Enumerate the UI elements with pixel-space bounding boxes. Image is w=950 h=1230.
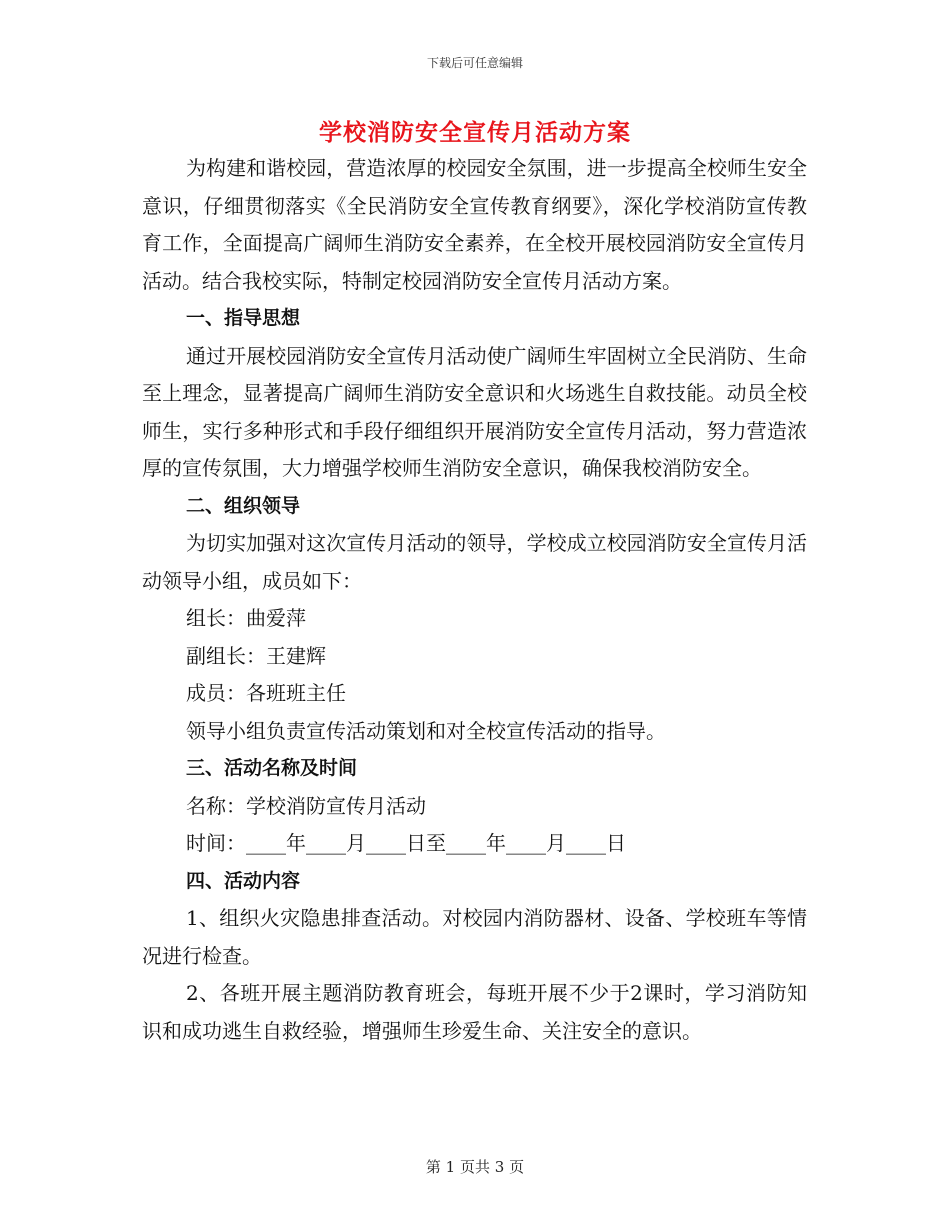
section-heading-activity-content: 四、活动内容 bbox=[186, 869, 301, 892]
header-note: 下载后可任意编辑 bbox=[426, 56, 523, 70]
team-members: 成员：各班班主任 bbox=[186, 681, 346, 705]
intro-paragraph: 为构建和谐校园，营造浓厚的校园安全氛围，进一步提高全校师生安全意识，仔细贯彻落实《全民消防安全宣传教育纲要》，深化学校消防宣传教育工作，全面提高广阔师生消防安全素养，在全校开展校园消防安全宣传月活动。结合我校实际，特制定校园消防安全宣传月活动方案。 bbox=[142, 156, 807, 293]
section-heading-organization: 二、组织领导 bbox=[186, 494, 301, 517]
activity-time: 时间：____年____月____日至____年____月____日 bbox=[186, 831, 626, 855]
page-number: 第 1 页共 3 页 bbox=[425, 1158, 525, 1176]
deputy-leader: 副组长：王建辉 bbox=[186, 643, 326, 668]
section-heading-activity-name-time: 三、活动名称及时间 bbox=[186, 757, 358, 779]
organization-paragraph: 为切实加强对这次宣传月活动的领导，学校成立校园消防安全宣传月活动领导小组，成员如下： bbox=[142, 531, 807, 593]
guiding-ideology-paragraph: 通过开展校园消防安全宣传月活动使广阔师生牢固树立全民消防、生命至上理念，显著提高广阔师生消防安全意识和火场逃生自救技能。动员全校师生，实行多种形式和手段仔细组织开展消防安全宣传月活动，努力营造浓厚的宣传氛围，大力增强学校师生消防安全意识，确保我校消防安全。 bbox=[142, 343, 807, 480]
document-body bbox=[142, 150, 807, 1050]
activity-name: 名称：学校消防宣传月活动 bbox=[186, 793, 426, 818]
activity-item-1: 1、组织火灾隐患排查活动。对校园内消防器材、设备、学校班车等情况进行检查。 bbox=[142, 906, 807, 968]
section-heading-guiding-ideology: 一、指导思想 bbox=[186, 307, 301, 329]
activity-item-2: 2、各班开展主题消防教育班会，每班开展不少于2课时，学习消防知识和成功逃生自救经验，增强师生珍爱生命、关注安全的意识。 bbox=[142, 981, 807, 1043]
team-leader: 组长：曲爱萍 bbox=[186, 606, 306, 630]
document-title: 学校消防安全宣传月活动方案 bbox=[319, 119, 631, 146]
team-duty: 领导小组负责宣传活动策划和对全校宣传活动的指导。 bbox=[186, 718, 666, 743]
